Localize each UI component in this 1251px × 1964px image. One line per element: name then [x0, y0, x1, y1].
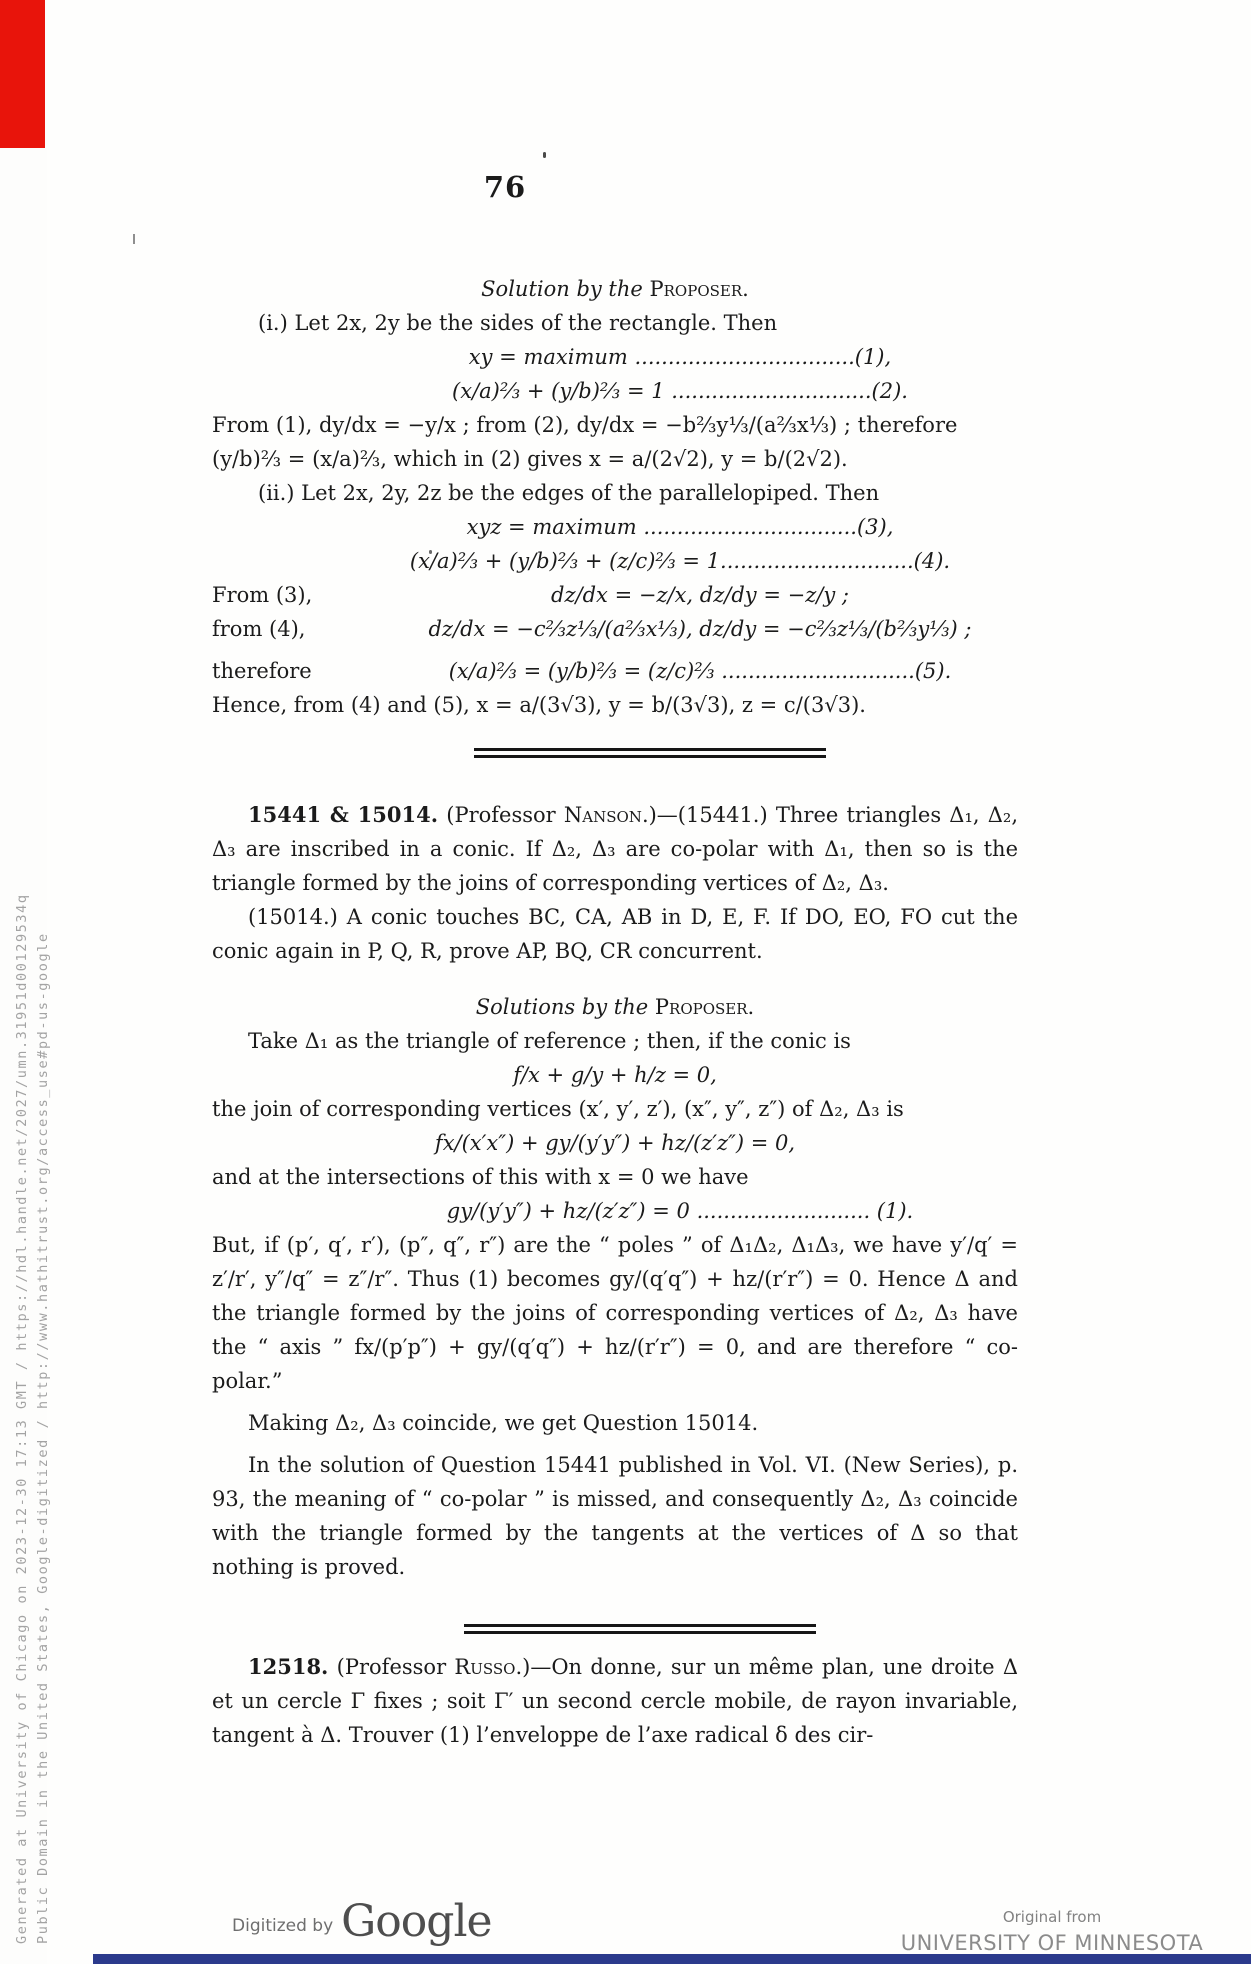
- watermark-line-publicdomain: Public Domain in the United States, Google-digitized / http://www.hathitrust.org/access_use#pd-us-google: [35, 932, 51, 1944]
- from-3-label: From (3),: [212, 583, 313, 607]
- sol2-intersections-line: and at the intersections of this with x = 0 we have: [212, 1165, 749, 1189]
- question-number-bold: 15441 & 15014.: [248, 802, 439, 827]
- equation-5: (x/a)⅔ = (y/b)⅔ = (z/c)⅔ .............................(5).: [448, 659, 952, 683]
- original-from-label: Original from: [1002, 1908, 1102, 1926]
- bookmark-ribbon: [0, 0, 45, 148]
- sol2-making-line: Making Δ₂, Δ₃ coincide, we get Question 15014.: [248, 1411, 759, 1435]
- question-text: .)—(15441.) Three triangles Δ₁, Δ₂, Δ₃ are inscribed in a conic. If Δ₂, Δ₃ are co-polar with Δ₁, then so is the triangle formed by the joins of corresponding vertices of Δ₂, Δ₃.: [212, 803, 1019, 895]
- question-number-bold: 12518.: [248, 1654, 329, 1679]
- scan-bottom-strip: [93, 1954, 1251, 1964]
- question-15014-part2: (15014.) A conic touches BC, CA, AB in D, E, F. If DO, EO, FO cut the conic again in P, Q, R, prove AP, BQ, CR concurrent.: [212, 905, 1018, 963]
- heading-proposer: Proposer.: [654, 995, 755, 1019]
- professor-name: Russo: [454, 1655, 516, 1679]
- conic-equation: f/x + g/y + h/z = 0,: [513, 1063, 717, 1087]
- sol2-poles-paragraph: But, if (p′, q′, r′), (p″, q″, r″) are the “ poles ” of Δ₁Δ₂, Δ₁Δ₃, we have y′/q′ = z′/r′, y″/q″ = z″/r″. Thus (1) becomes gy/(q′q″) + hz/(r′r″) = 0. Hence Δ and the triangle formed by the joins of corresponding vertices of Δ₂, Δ₃ have the “ axis ” fx/(p′p″) + gy/(q′q″) + hz/(r′r″) = 0, and are therefore “ co-polar.”: [212, 1233, 1018, 1393]
- watermark-line-generated: Generated at University of Chicago on 2023-12-30 17:13 GMT / https://hdl.handle.net/2027/umn.31951d00129534q: [14, 893, 30, 1944]
- heading-proposer: Proposer.: [649, 277, 749, 301]
- question-professor: (Professor: [438, 803, 564, 827]
- from-3-row: [212, 578, 1018, 612]
- section-divider-rule: [474, 748, 826, 758]
- from-4-equation: dz/dx = −c⅔z⅓/(a⅔x⅓), dz/dy = −c⅔z⅓/(b⅔y⅓) ;: [428, 617, 972, 641]
- equation-2: (x/a)⅔ + (y/b)⅔ = 1 ..............................(2).: [452, 379, 908, 403]
- heading-italic: Solution by the: [481, 277, 650, 301]
- from-4-row: [212, 612, 1018, 646]
- professor-name: Nanson: [563, 803, 642, 827]
- institution-name: UNIVERSITY OF MINNESOTA: [900, 1931, 1204, 1955]
- footer-original: [870, 1908, 1234, 1955]
- solution-heading-2: [212, 990, 1018, 1024]
- equation-1: xy = maximum .................................(1),: [468, 345, 892, 369]
- sol2-take-line: Take Δ₁ as the triangle of reference ; then, if the conic is: [248, 1029, 851, 1053]
- join-equation: fx/(x′x″) + gy/(y′y″) + hz/(z′z″) = 0,: [434, 1131, 796, 1155]
- para-from-1-line1: From (1), dy/dx = −y/x ; from (2), dy/dx = −b⅔y⅓/(a⅔x⅓) ; therefore: [212, 413, 958, 437]
- from-4-label: from (4),: [212, 617, 306, 641]
- question-12518: [212, 1650, 1018, 1752]
- hathitrust-watermark: [12, 893, 54, 1944]
- heading-italic: Solutions by the: [475, 995, 655, 1019]
- question-text: .)—On donne, sur un même plan, une droite Δ et un cercle Γ fixes ; soit Γ′ un second cercle mobile, de rayon invariable, tangent à Δ. Trouver (1) l’enveloppe de l’axe radical δ des cir-: [212, 1655, 1018, 1747]
- sol2-remark-paragraph: In the solution of Question 15441 published in Vol. VI. (New Series), p. 93, the meaning of “ co-polar ” is missed, and consequently Δ₂, Δ₃ coincide with the triangle formed by the tangents at the vertices of Δ so that nothing is proved.: [212, 1453, 1018, 1579]
- scan-speck: [543, 152, 546, 158]
- sol2-join-line: the join of corresponding vertices (x′, y′, z′), (x″, y″, z″) of Δ₂, Δ₃ is: [212, 1097, 904, 1121]
- text-column: [212, 272, 1018, 1752]
- google-logo: Google: [341, 1896, 492, 1947]
- equation-4: (x/a)⅔ + (y/b)⅔ + (z/c)⅔ = 1.............................(4).: [409, 549, 951, 573]
- para-from-1-line2: (y/b)⅔ = (x/a)⅔, which in (2) gives x = a/(2√2), y = b/(2√2).: [212, 447, 848, 471]
- from-3-equation: dz/dx = −z/x, dz/dy = −z/y ;: [551, 583, 849, 607]
- scan-speck: [133, 234, 135, 244]
- equation-3: xyz = maximum ................................(3),: [466, 515, 894, 539]
- therefore-row: [212, 654, 1018, 688]
- para-ii: (ii.) Let 2x, 2y, 2z be the edges of the parallelopiped. Then: [258, 481, 880, 505]
- para-i: (i.) Let 2x, 2y be the sides of the rectangle. Then: [258, 311, 778, 335]
- therefore-label: therefore: [212, 659, 312, 683]
- hence-line: Hence, from (4) and (5), x = a/(3√3), y = b/(3√3), z = c/(3√3).: [212, 693, 866, 717]
- digitized-by-label: Digitized by: [232, 1916, 334, 1936]
- question-15441-part1: [212, 798, 1018, 900]
- page-number: 76: [483, 170, 527, 204]
- section-divider-rule: [464, 1624, 816, 1634]
- question-professor: (Professor: [328, 1655, 455, 1679]
- solution-heading-1: [212, 272, 1018, 306]
- footer-digitized: [232, 1898, 492, 1946]
- sol2-equation-1: gy/(y′y″) + hz/(z′z″) = 0 .......................... (1).: [446, 1199, 914, 1223]
